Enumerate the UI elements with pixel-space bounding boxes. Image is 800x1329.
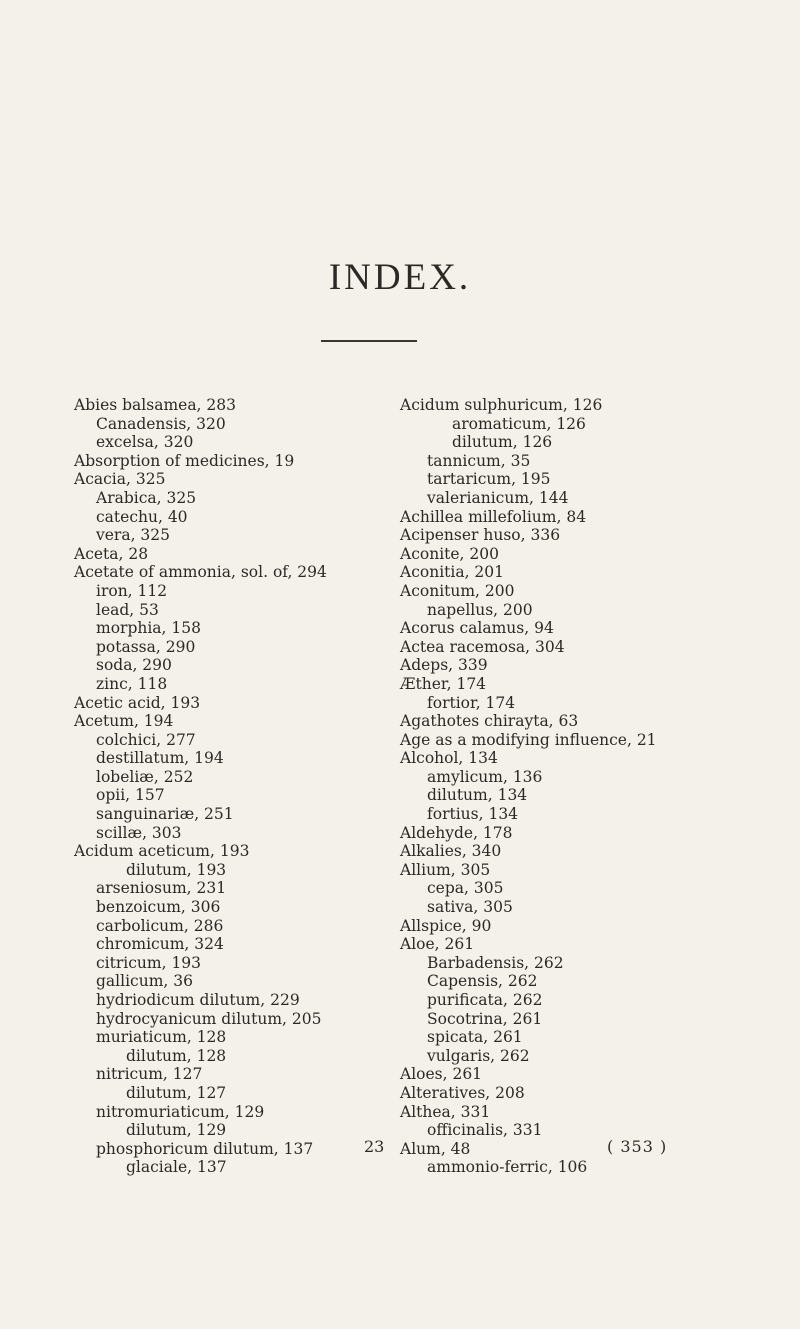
index-entry: Acorus calamus, 94 <box>400 619 554 638</box>
index-subentry: gallicum, 36 <box>96 972 193 991</box>
index-subentry: napellus, 200 <box>427 600 533 619</box>
index-subentry: potassa, 290 <box>96 637 196 656</box>
index-entry: Aloes, 261 <box>400 1065 483 1084</box>
index-subentry: vulgaris, 262 <box>427 1046 530 1065</box>
index-entry: Aldehyde, 178 <box>400 823 513 842</box>
index-entry: Alteratives, 208 <box>400 1083 525 1102</box>
page-number: ( 353 ) <box>607 1137 668 1156</box>
index-entry: Allspice, 90 <box>400 916 492 935</box>
index-subentry: Canadensis, 320 <box>96 414 226 433</box>
index-subentry: soda, 290 <box>96 656 172 675</box>
index-entry: Acetum, 194 <box>74 712 174 731</box>
index-subentry: officinalis, 331 <box>427 1121 543 1140</box>
index-subentry: Socotrina, 261 <box>427 1009 543 1028</box>
index-column-left <box>74 396 374 1177</box>
index-subentry: citricum, 193 <box>96 953 202 972</box>
index-subentry: dilutum, 126 <box>452 433 553 452</box>
index-subentry: morphia, 158 <box>96 619 201 638</box>
index-subentry: tartaricum, 195 <box>427 470 551 489</box>
index-entry: Althea, 331 <box>400 1102 491 1121</box>
index-entry: Aconite, 200 <box>400 544 499 563</box>
index-entry: Allium, 305 <box>400 860 491 879</box>
index-subentry: cepa, 305 <box>427 879 504 898</box>
index-entry: Acetate of ammonia, sol. of, 294 <box>74 563 327 582</box>
index-entry: Acacia, 325 <box>74 470 166 489</box>
index-entry: Acipenser huso, 336 <box>400 526 561 545</box>
index-subentry: destillatum, 194 <box>96 749 224 768</box>
index-entry: Age as a modifying influence, 21 <box>400 730 657 749</box>
index-subentry: Capensis, 262 <box>427 972 538 991</box>
index-entry: Abies balsamea, 283 <box>74 396 236 414</box>
index-subentry: Barbadensis, 262 <box>427 953 564 972</box>
index-subentry: Arabica, 325 <box>96 488 197 507</box>
index-entry: Acidum sulphuricum, 126 <box>400 396 603 414</box>
index-entry: Acidum aceticum, 193 <box>74 842 250 861</box>
index-subentry: lobeliæ, 252 <box>96 767 194 786</box>
signature-mark: 23 <box>364 1137 385 1156</box>
index-entry: Absorption of medicines, 19 <box>74 451 295 470</box>
index-subentry: catechu, 40 <box>96 507 188 526</box>
index-subentry: arseniosum, 231 <box>96 879 227 898</box>
index-column-right <box>400 396 730 1177</box>
index-entry: Achillea millefolium, 84 <box>400 507 587 526</box>
index-subentry: hydrocyanicum dilutum, 205 <box>96 1009 322 1028</box>
index-entry: Alkalies, 340 <box>400 842 502 861</box>
index-subentry: colchici, 277 <box>96 730 196 749</box>
index-entry: Alum, 48 <box>400 1139 471 1158</box>
index-subentry: spicata, 261 <box>427 1028 523 1047</box>
index-entry: Actea racemosa, 304 <box>400 637 565 656</box>
index-subentry: hydriodicum dilutum, 229 <box>96 991 300 1009</box>
index-subentry: zinc, 118 <box>96 674 168 693</box>
index-subentry: sanguinariæ, 251 <box>96 805 234 824</box>
index-subentry: sativa, 305 <box>427 898 513 917</box>
index-subentry: nitromuriaticum, 129 <box>96 1102 265 1121</box>
index-subentry: amylicum, 136 <box>427 767 543 786</box>
index-subentry: benzoicum, 306 <box>96 898 221 917</box>
index-subentry: vera, 325 <box>96 526 171 545</box>
index-entry: Agathotes chirayta, 63 <box>400 712 579 731</box>
index-entry: Aceta, 28 <box>74 544 149 563</box>
index-entry: Acetic acid, 193 <box>74 693 201 712</box>
index-entry: Aloe, 261 <box>400 935 475 954</box>
title-rule <box>321 340 417 342</box>
index-subentry: opii, 157 <box>96 786 165 805</box>
index-subentry: muriaticum, 128 <box>96 1028 227 1047</box>
index-subentry: dilutum, 129 <box>126 1121 227 1140</box>
index-subentry: chromicum, 324 <box>96 935 224 954</box>
index-subentry: dilutum, 128 <box>126 1046 227 1065</box>
index-subentry: valerianicum, 144 <box>427 488 569 507</box>
index-entry: Alcohol, 134 <box>400 749 498 768</box>
index-subentry: glaciale, 137 <box>126 1158 227 1177</box>
index-subentry: dilutum, 127 <box>126 1083 227 1102</box>
index-subentry: purificata, 262 <box>427 991 543 1009</box>
index-subentry: fortius, 134 <box>427 805 519 824</box>
index-subentry: dilutum, 193 <box>126 860 227 879</box>
index-subentry: carbolicum, 286 <box>96 916 224 935</box>
index-subentry: scillæ, 303 <box>96 823 182 842</box>
index-subentry: aromaticum, 126 <box>452 414 586 433</box>
index-entry: Aconitia, 201 <box>400 563 505 582</box>
index-subentry: lead, 53 <box>96 600 159 619</box>
index-subentry: dilutum, 134 <box>427 786 528 805</box>
index-entry: Æther, 174 <box>400 674 487 693</box>
index-subentry: ammonio-ferric, 106 <box>427 1158 588 1177</box>
index-subentry: tannicum, 35 <box>427 451 531 470</box>
index-entry: Adeps, 339 <box>400 656 488 675</box>
index-subentry: iron, 112 <box>96 581 168 600</box>
page-title: INDEX. <box>328 257 472 298</box>
index-subentry: nitricum, 127 <box>96 1065 203 1084</box>
index-entry: Aconitum, 200 <box>400 581 515 600</box>
index-subentry: excelsa, 320 <box>96 433 194 452</box>
index-subentry: fortior, 174 <box>427 693 516 712</box>
index-subentry: phosphoricum dilutum, 137 <box>96 1139 314 1158</box>
